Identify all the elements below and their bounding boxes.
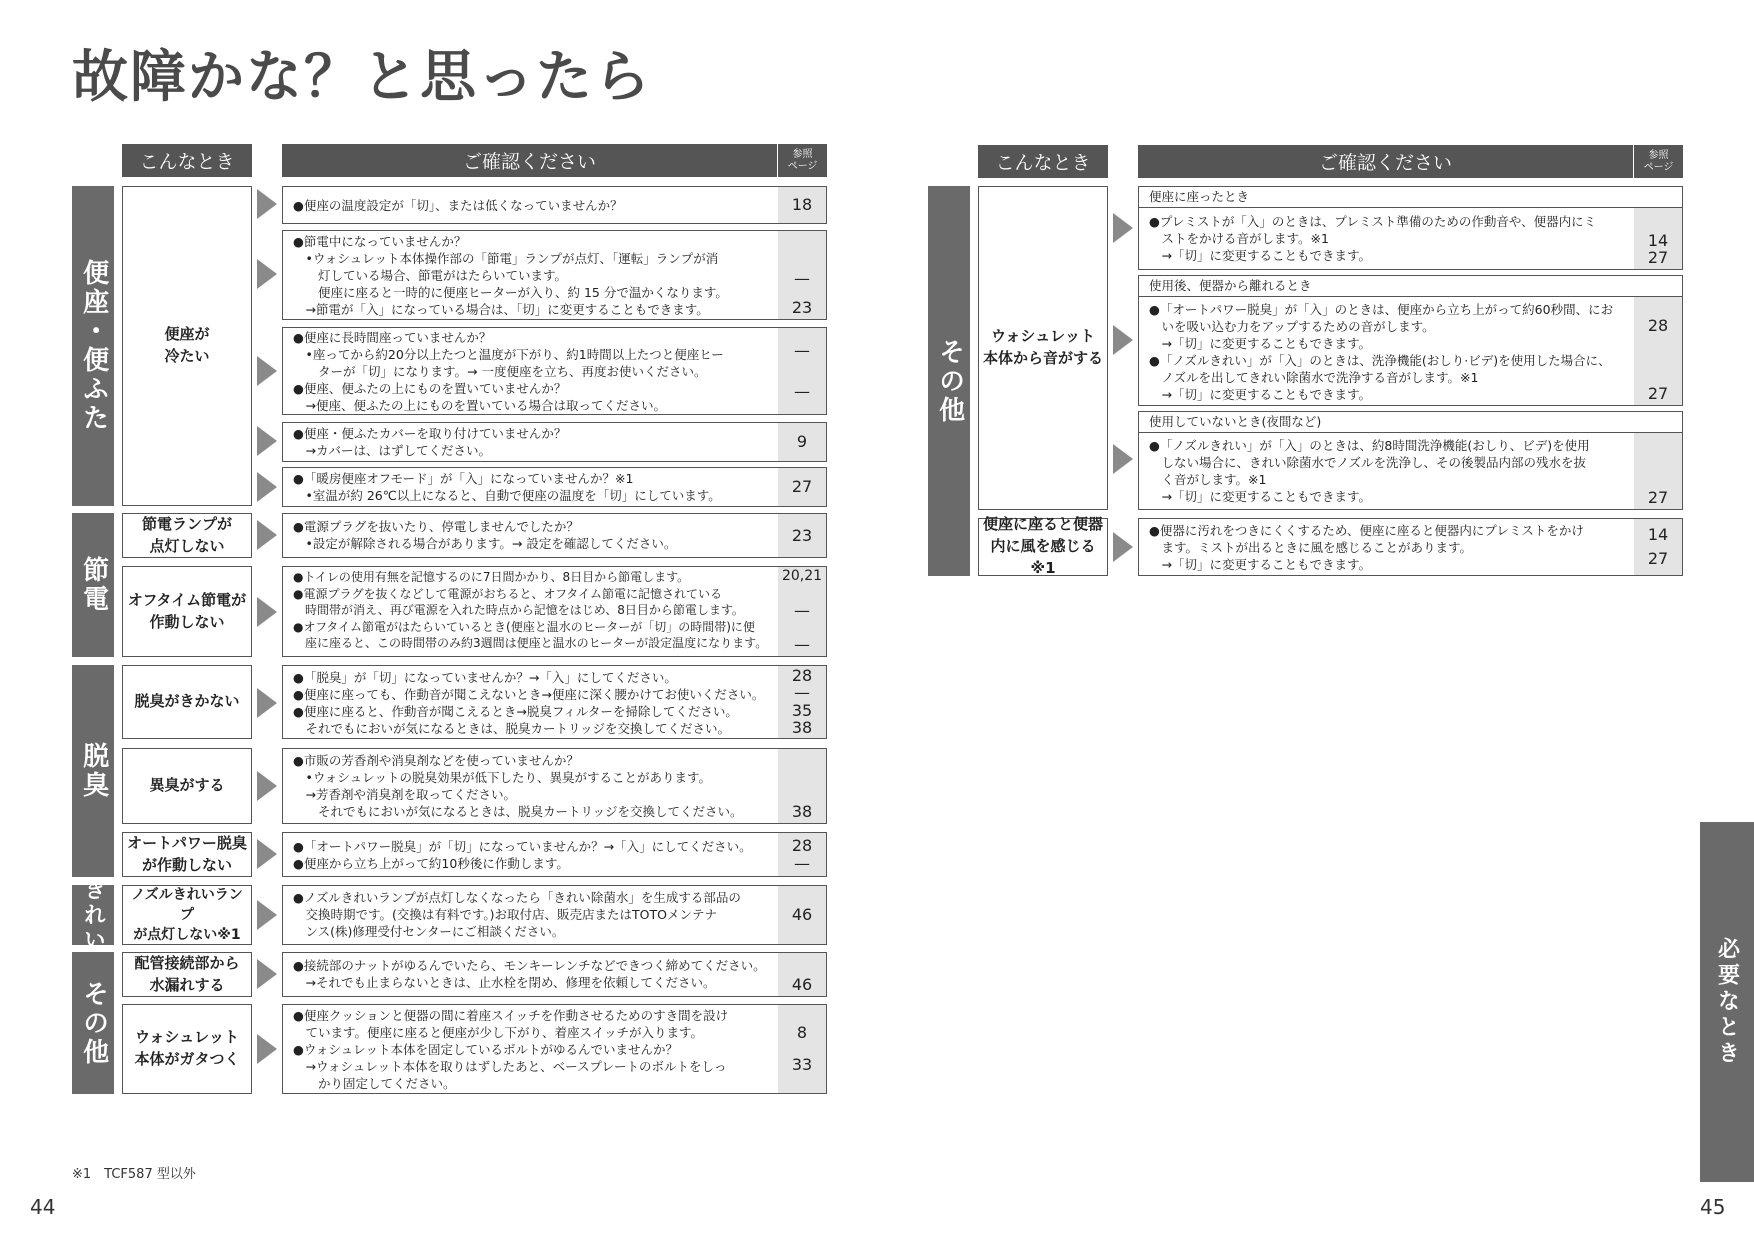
arrow-icon (257, 597, 277, 627)
check-box: ●便器に汚れをつきにくくするため、便座に座ると便器内にプレミストをかけ ます。ミストが出るときに風を感じることがあります。 →「切」に変更することもできます。 14 27 (1138, 518, 1683, 576)
category-deodor: 脱臭 (72, 665, 114, 877)
arrow-icon (1113, 444, 1133, 474)
arrow-icon (257, 356, 277, 386)
header-ref: 参照 ページ (778, 144, 827, 177)
symptom-wind: 便座に座ると便器 内に風を感じる※1 (978, 518, 1108, 576)
section-label: 使用していないとき(夜間など) (1139, 412, 1682, 433)
symptom-autopower: オートパワー脱臭 が作動しない (122, 832, 252, 877)
arrow-icon (1113, 213, 1133, 243)
ref-page: 28 — 35 38 (778, 666, 826, 738)
ref-page: — — (778, 328, 826, 414)
arrow-icon (257, 472, 277, 502)
symptom-power-lamp: 節電ランプが 点灯しない (122, 513, 252, 558)
check-box: ●電源プラグを抜いたり、停電しませんでしたか？ •設定が解除される場合があります。→ 設定を確認してください。 23 (282, 513, 827, 558)
symptom-nozzle-lamp: ノズルきれいランプ が点灯しない※1 (122, 885, 252, 945)
symptom-seat-cold: 便座が 冷たい (122, 186, 252, 506)
ref-page: 38 (778, 749, 826, 823)
check-box: ●トイレの使用有無を記憶するのに7日間かかり、8日目から節電します。 ●電源プラグを抜くなどして電源がおちると、オフタイム節電に記憶されている 時間帯が消え、再び電源を入れた時点から記憶をはじめ、8日目から節電します。 ●オフタイム節電がはたらいているとき(便座と温水のヒーターが「切」の時間帯)に便 座に座ると、この時間帯のみ約3週間は便座と温水のヒーターが設定温度になります。 20,21 — — (282, 566, 827, 657)
arrow-icon (1113, 325, 1133, 355)
arrow-icon (257, 900, 277, 930)
section-label: 使用後、便器から離れるとき (1139, 276, 1682, 297)
arrow-icon (257, 259, 277, 289)
arrow-icon (1113, 532, 1133, 562)
ref-page: 18 (778, 187, 826, 223)
symptom-noise: ウォシュレット 本体から音がする (978, 186, 1108, 510)
arrow-icon (257, 688, 277, 718)
check-box: ●ノズルきれいランプが点灯しなくなったら「きれい除菌水」を生成する部品の 交換時期です。(交換は有料です。)お取付店、販売店またはTOTOメンテナ ンス(株)修理受付センターにご相談ください。 46 (282, 885, 827, 945)
check-box: ●便座クッションと便器の間に着座スイッチを作動させるためのすき間を設け ています。便座に座ると便座が少し下がり、着座スイッチが入ります。 ●ウォシュレット本体を固定しているボルトがゆるんでいませんか？ →ウォシュレット本体を取りはずしたあと、ベースプレートのボルトをしっ かり固定してください。 8 33 (282, 1004, 827, 1094)
header-when: こんなとき (122, 144, 252, 177)
check-box: ●節電中になっていませんか？ •ウォシュレット本体操作部の「節電」ランプが点灯、「運転」ランプが消 灯している場合、節電がはたらいています。 便座に座ると一時的に便座ヒーターが入り、約 15 分で温かくなります。 →節電が「入」になっている場合は、「切」に変更することもできます。 — 23 (282, 230, 827, 320)
check-box: ●便座に長時間座っていませんか？ •座ってから約20分以上たつと温度が下がり、約1時間以上たつと便座ヒー ターが「切」になります。→ 一度便座を立ち、再度お使いください。 ●便座、便ふたの上にものを置いていませんか？ →便座、便ふたの上にものを置いている場合は取ってください。 — — (282, 327, 827, 415)
arrow-icon (257, 1034, 277, 1064)
ref-page: 23 (778, 514, 826, 557)
ref-page: 8 33 (778, 1005, 826, 1093)
category-seat: 便座・便ふた (72, 186, 114, 506)
symptom-wobble: ウォシュレット 本体がガタつく (122, 1004, 252, 1094)
header-ref-right: 参照 ページ (1634, 145, 1683, 178)
ref-page: 46 (778, 953, 826, 996)
side-tab[interactable]: 必要なとき (1700, 822, 1754, 1182)
check-box: ●「脱臭」が「切」になっていませんか？→「入」にしてください。 ●便座に座っても、作動音が聞こえないとき→便座に深く腰かけてお使いください。 ●便座に座ると、作動音が聞こえるとき→脱臭フィルターを掃除してください。 それでもにおいが気になるときは、脱臭カートリッジを交換してください。 28 — 35 38 (282, 665, 827, 739)
check-box: ●接続部のナットがゆるんでいたら、モンキーレンチなどできつく締めてください。 →それでも止まらないときは、止水栓を閉め、修理を依頼してください。 46 (282, 952, 827, 997)
section-label: 便座に座ったとき (1139, 187, 1682, 208)
ref-page: 27 (1634, 433, 1682, 509)
check-box: 便座に座ったとき ●プレミストが「入」のときは、プレミスト準備のための作動音や、便器内にミ ストをかける音がします。※1 →「切」に変更することもできます。 14 27 (1138, 186, 1683, 270)
arrow-icon (257, 959, 277, 989)
header-check: ご確認ください (282, 144, 777, 177)
symptom-leak: 配管接続部から 水漏れする (122, 952, 252, 997)
check-box: ●便座・便ふたカバーを取り付けていませんか？ →カバーは、はずしてください。 9 (282, 422, 827, 462)
ref-page: 14 27 (1634, 208, 1682, 269)
symptom-offtime: オフタイム節電が 作動しない (122, 566, 252, 657)
check-box: ●「暖房便座オフモード」が「入」になっていませんか？※1 •室温が約 26℃以上になると、自動で便座の温度を「切」にしています。 27 (282, 467, 827, 507)
arrow-icon (257, 426, 277, 456)
ref-page: — 23 (778, 231, 826, 319)
arrow-icon (257, 520, 277, 550)
arrow-icon (257, 189, 277, 219)
footnote: ※1 TCF587 型以外 (72, 1167, 196, 1182)
category-power: 節電 (72, 513, 114, 657)
symptom-deodor-weak: 脱臭がきかない (122, 665, 252, 739)
check-box: 使用後、便器から離れるとき ●「オートパワー脱臭」が「入」のときは、便座から立ち上がって約60秒間、にお いを吸い込む力をアップするための音がします。 →「切」に変更することもできます。 ●「ノズルきれい」が「入」のときは、洗浄機能(おしり·ビデ)を使用した場合に、 ノズルを出してきれい除菌水で洗浄する音がします。※1 →「切」に変更することもできます。 28 27 (1138, 275, 1683, 406)
header-when-right: こんなとき (978, 145, 1108, 178)
category-other-left: その他 (72, 952, 114, 1094)
ref-page: 28 27 (1634, 297, 1682, 405)
check-box: 使用していないとき(夜間など) ●「ノズルきれい」が「入」のときは、約8時間洗浄機能(おしり、ビデ)を使用 しない場合に、きれい除菌水でノズルを洗浄し、その後製品内部の残水を抜 く音がします。※1 →「切」に変更することもできます。 27 (1138, 411, 1683, 510)
page-number-right: 45 (1700, 1195, 1726, 1219)
ref-page: 14 27 (1634, 519, 1682, 575)
check-box: ●市販の芳香剤や消臭剤などを使っていませんか？ •ウォシュレットの脱臭効果が低下したり、異臭がすることがあります。 →芳香剤や消臭剤を取ってください。 それでもにおいが気になるときは、脱臭カートリッジを交換してください。 38 (282, 748, 827, 824)
ref-page: 20,21 — — (778, 567, 826, 656)
ref-page: 46 (778, 886, 826, 944)
arrow-icon (257, 771, 277, 801)
arrow-icon (257, 839, 277, 869)
ref-page: 9 (778, 423, 826, 461)
header-check-right: ご確認ください (1138, 145, 1633, 178)
category-kirei: きれい (72, 885, 114, 945)
ref-page: 28 — (778, 833, 826, 876)
page-number-left: 44 (30, 1195, 56, 1219)
check-box: ●「オートパワー脱臭」が「切」になっていませんか？→「入」にしてください。 ●便座から立ち上がって約10秒後に作動します。 28 — (282, 832, 827, 877)
check-box: ●便座の温度設定が「切」、または低くなっていませんか？ 18 (282, 186, 827, 224)
page-title: 故障かな？と思ったら (72, 45, 652, 110)
symptom-odor: 異臭がする (122, 748, 252, 824)
ref-page: 27 (778, 468, 826, 506)
category-other-right: その他 (928, 186, 970, 576)
